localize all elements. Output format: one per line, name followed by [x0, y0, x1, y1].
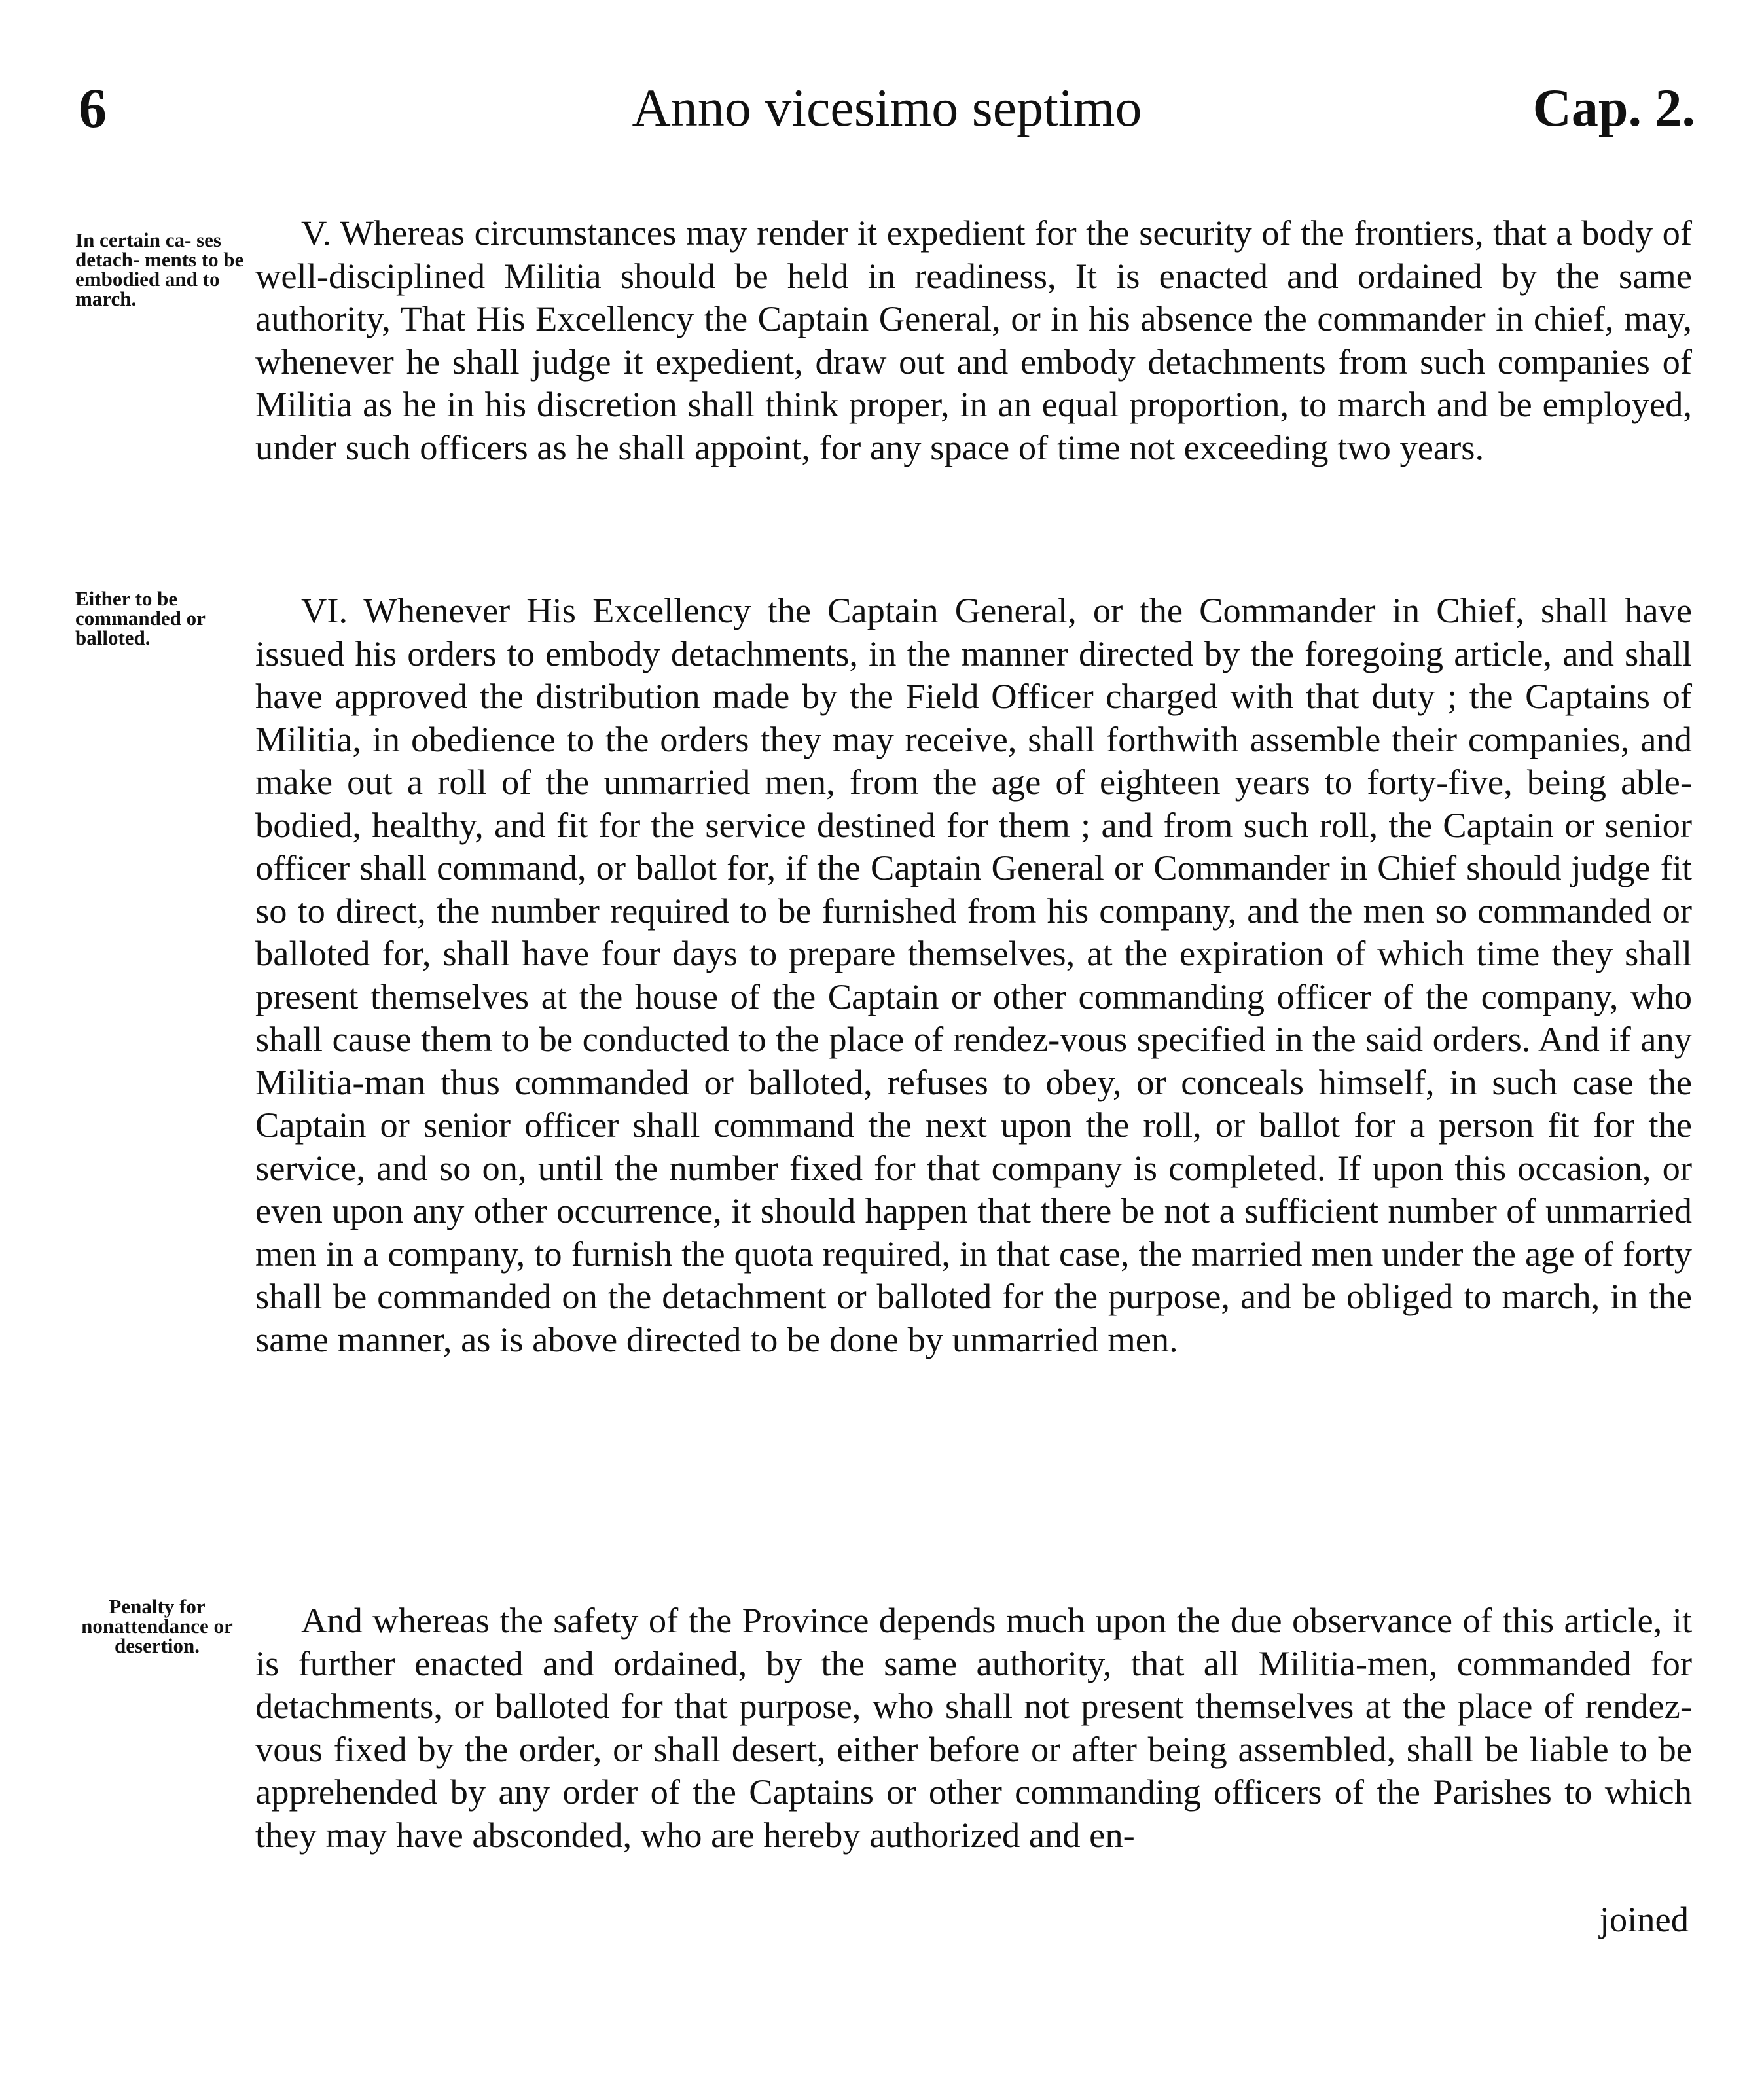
article-6-body: VI. Whenever His Excellency the Captain General, or the Commander in Chief, shall have issued his orders to embody detachments, in the manner directed by the foregoing article, and shall have approved the distribution made by the Field Officer charged with that duty ; the Captains of Militia, in obedience to the orders they may receive, shall forthwith assemble their companies, and make out a roll of the unmarried men, from the age of eighteen years to forty-five, being able-bodied, healthy, and fit for the service destined for them ; and from such roll, the Captain or senior officer shall command, or ballot for, if the Captain General or Commander in Chief should judge fit so to direct, the number required to be furnished from his company, and the men so commanded or balloted for, shall have four days to prepare themselves, at the expiration of which time they shall present themselves at the house of the Captain or other commanding officer of the company, who shall cause them to be conducted to the place of rendez-vous specified in the said orders. And if any Militia-man thus commanded or balloted, refuses to obey, or conceals himself, in such case the Captain or senior officer shall command the next upon the roll, or ballot for a person fit for the service, and so on, until the number fixed for that company is completed. If upon this occasion, or even upon any other occurrence, it should happen that there be not a sufficient number of unmarried men in a company, to furnish the quota required, in that case, the married men under the age of forty shall be commanded on the detachment or balloted for the purpose, and be obliged to march, in the same manner, as is above directed to be done by unmarried men. [255, 590, 1692, 1359]
catchword: joined [1599, 1899, 1689, 1939]
margin-note-section-6: Either to be commanded or balloted. [75, 587, 206, 649]
article-5-text [255, 211, 1692, 469]
penalty-paragraph-text [255, 1599, 1692, 1856]
page-header [79, 72, 1695, 144]
chapter-number: Cap. 2. [1532, 78, 1695, 137]
page-number: 6 [79, 77, 107, 139]
margin-note-penalty: Penalty for nonattendance or desertion. [81, 1595, 233, 1657]
penalty-paragraph-body: And whereas the safety of the Province depends much upon the due observance of this article, it is further enacted and ordained, by the same authority, that all Militia-men, commanded for detachments, or balloted for that purpose, who shall not present themselves at the place of rendez-vous fixed by the order, or shall desert, either before or after being assembled, shall be liable to be apprehended by any order of the Captains or other commanding officers of the Parishes to which they may have absconded, who are hereby authorized and en- [255, 1600, 1692, 1855]
article-6-text [255, 589, 1692, 1361]
article-5-body: V. Whereas circumstances may render it expedient for the security of the frontiers, that a body of well-disciplined Militia should be held in readiness, It is enacted and ordained by the same authority, That His Excellency the Captain General, or in his absence the commander in chief, may, whenever he shall judge it expedient, draw out and embody detachments from such companies of Militia as he in his discretion shall think proper, in an equal proportion, to march and be employed, under such officers as he shall appoint, for any space of time not exceeding two years. [255, 213, 1692, 467]
running-title: Anno vicesimo septimo [632, 78, 1142, 137]
margin-note-section-5: In certain ca- ses detach- ments to be embodied and to march. [75, 228, 244, 310]
